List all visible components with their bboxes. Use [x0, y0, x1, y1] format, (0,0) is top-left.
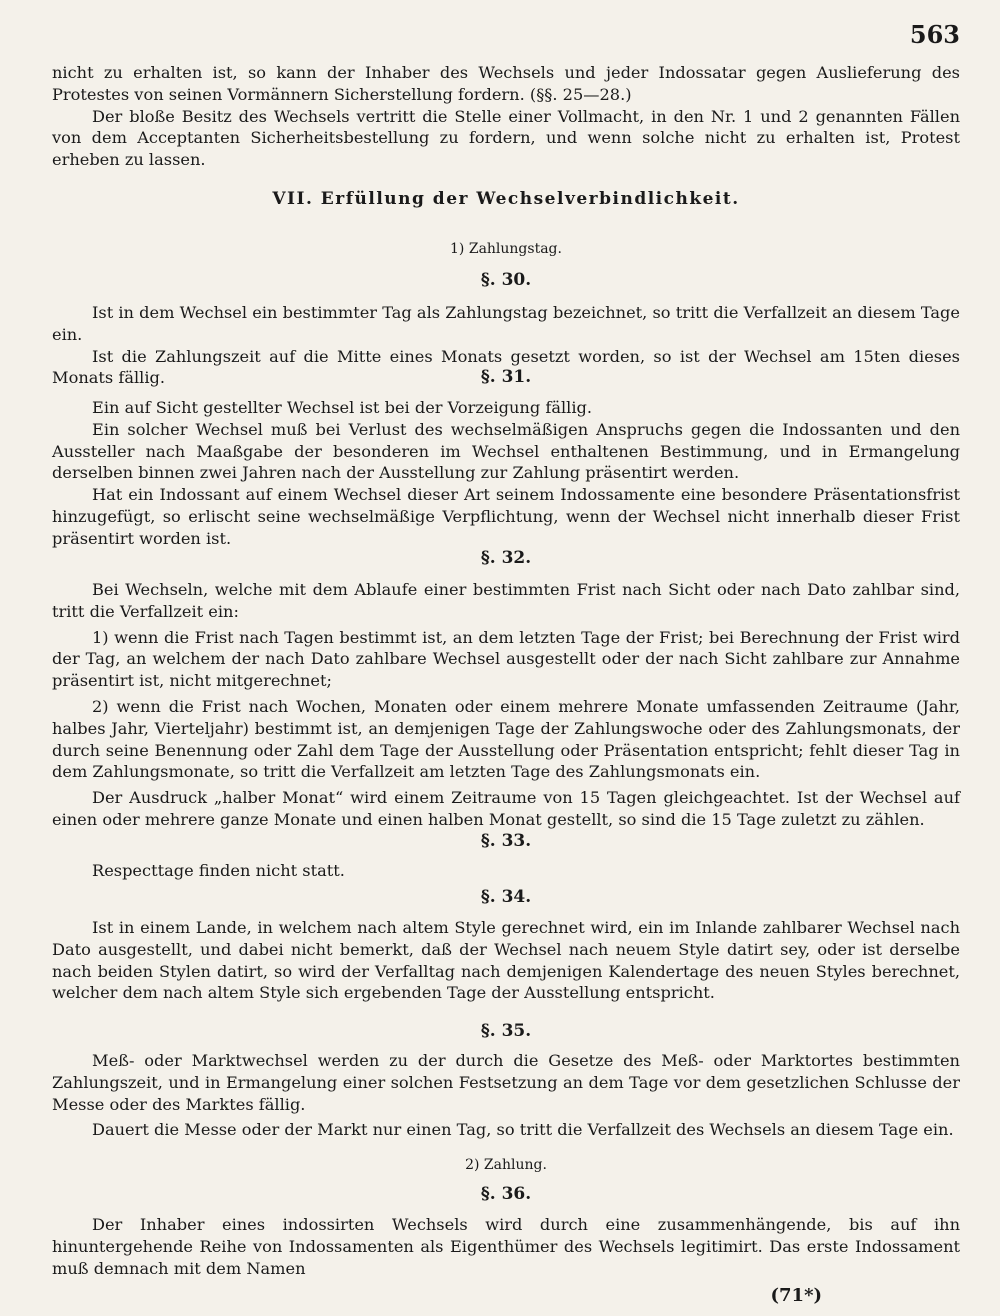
paragraph: Meß- oder Marktwechsel werden zu der durch die Gesetze des Meß- oder Marktortes bestimmten Zahlungszeit, und in Ermangelung einer solchen Festsetzung an dem Tage vor dem gesetzlichen Schlusse der Messe oder des Marktes fällig. — [52, 1051, 960, 1114]
paragraph: Dauert die Messe oder der Markt nur einen Tag, so tritt die Verfallzeit des Wechsels an diesem Tage ein. — [92, 1120, 954, 1140]
paragraph-number: §. 33. — [480, 831, 532, 851]
paragraph-number: §. 31. — [480, 367, 532, 387]
section-34-body — [52, 917, 960, 1004]
paragraph: Ist in dem Wechsel ein bestimmter Tag als Zahlungstag bezeichnet, so tritt die Verfallzeit an diesem Tage ein. — [52, 303, 960, 344]
section-heading: VII. Erfüllung der Wechselverbindlichkeit. — [272, 189, 740, 209]
paragraph: Der bloße Besitz des Wechsels vertritt die Stelle einer Vollmacht, in den Nr. 1 und 2 genannten Fällen von dem Acceptanten Sicherheitsbestellung zu fordern, und wenn solche nicht zu erhalten ist, Protest erheben zu lassen. — [52, 106, 960, 170]
paragraph: Ist in einem Lande, in welchem nach altem Style gerechnet wird, ein im Inlande zahlbarer Wechsel nach Dato ausgestellt, und dabei nicht bemerkt, daß der Wechsel nach neuem Style datirt sey, oder ist derselbe nach beiden Stylen datirt, so wird der Verfalltag nach demjenigen Kalendertage des neuen Styles berechnet, welcher dem nach altem Style sich ergebenden Tage der Ausstellung entspricht. — [52, 918, 960, 1003]
list-item: 1) wenn die Frist nach Tagen bestimmt ist, an dem letzten Tage der Frist; bei Berechnung der Frist wird der Tag, an welchem der nach Dato zahlbare Wechsel ausgestellt oder der nach Sicht zahlbare zur Annahme präsentirt ist, nicht mitgerechnet; — [52, 627, 960, 691]
top-continuation — [52, 62, 960, 171]
paragraph-number: §. 32. — [480, 548, 532, 568]
subsection-heading: 2) Zahlung. — [465, 1157, 547, 1173]
section-36-body — [52, 1214, 960, 1279]
paragraph-number: §. 30. — [480, 270, 532, 290]
paragraph: Der Ausdruck „halber Monat“ wird einem Zeitraume von 15 Tagen gleichgeachtet. Ist der Wechsel auf einen oder mehrere ganze Monate und einen halben Monat gestellt, so sind die 15 Tage zuletzt zu zählen. — [52, 788, 960, 829]
paragraph: nicht zu erhalten ist, so kann der Inhaber des Wechsels und jeder Indossatar gegen Auslieferung des Protestes von seinen Vormännern Sicherstellung fordern. (§§. 25—28.) — [52, 63, 960, 104]
paragraph: Ist die Zahlungszeit auf die Mitte eines Monats gesetzt worden, so ist der Wechsel am 15ten dieses Monats fällig. — [52, 346, 960, 388]
section-35-body — [52, 1050, 960, 1141]
paragraph: Der Inhaber eines indossirten Wechsels wird durch eine zusammenhängende, bis auf ihn hinuntergehende Reihe von Indossamenten als Eigenthümer des Wechsels legitimirt. Das erste Indossament muß demnach mit dem Namen — [52, 1215, 960, 1278]
section-32-body — [52, 579, 960, 831]
paragraph: Bei Wechseln, welche mit dem Ablaufe einer bestimmten Frist nach Sicht oder nach Dato zahlbar sind, tritt die Verfallzeit ein: — [52, 580, 960, 621]
paragraph: Ein solcher Wechsel muß bei Verlust des wechselmäßigen Anspruchs gegen die Indossanten und den Aussteller nach Maaßgabe der besonderen im Wechsel enthaltenen Bestimmung, und in Ermangelung derselben binnen zwei Jahren nach der Ausstellung zur Zahlung präsentirt werden. — [52, 419, 960, 483]
paragraph-number: §. 35. — [480, 1021, 532, 1041]
paragraph: Ein auf Sicht gestellter Wechsel ist bei der Vorzeigung fällig. — [92, 398, 593, 417]
subsection-heading: 1) Zahlungstag. — [450, 241, 562, 257]
page-number: 563 — [909, 20, 960, 49]
paragraph-number: §. 36. — [480, 1184, 532, 1204]
paragraph-number: §. 34. — [480, 887, 532, 907]
section-31-body — [52, 397, 960, 550]
list-item: 2) wenn die Frist nach Wochen, Monaten oder einem mehrere Monate umfassenden Zeitraume (Jahr, halbes Jahr, Vierteljahr) bestimmt ist, an demjenigen Tage der Zahlungswoche oder des Zahlungsmonats, der durch seine Benennung oder Zahl dem Tage der Ausstellung oder Präsentation entspricht; fehlt dieser Tag in dem Zahlungsmonate, so tritt die Verfallzeit am letzten Tage des Zahlungsmonats ein. — [52, 696, 960, 782]
paragraph: Hat ein Indossant auf einem Wechsel dieser Art seinem Indossamente eine besondere Präsentationsfrist hinzugefügt, so erlischt seine wechselmäßige Verpflichtung, wenn der Wechsel nicht innerhalb dieser Frist präsentirt worden ist. — [52, 485, 960, 548]
paragraph: Respecttage finden nicht statt. — [92, 861, 345, 880]
signature-mark: (71*) — [770, 1285, 822, 1306]
section-33-body — [52, 860, 960, 882]
